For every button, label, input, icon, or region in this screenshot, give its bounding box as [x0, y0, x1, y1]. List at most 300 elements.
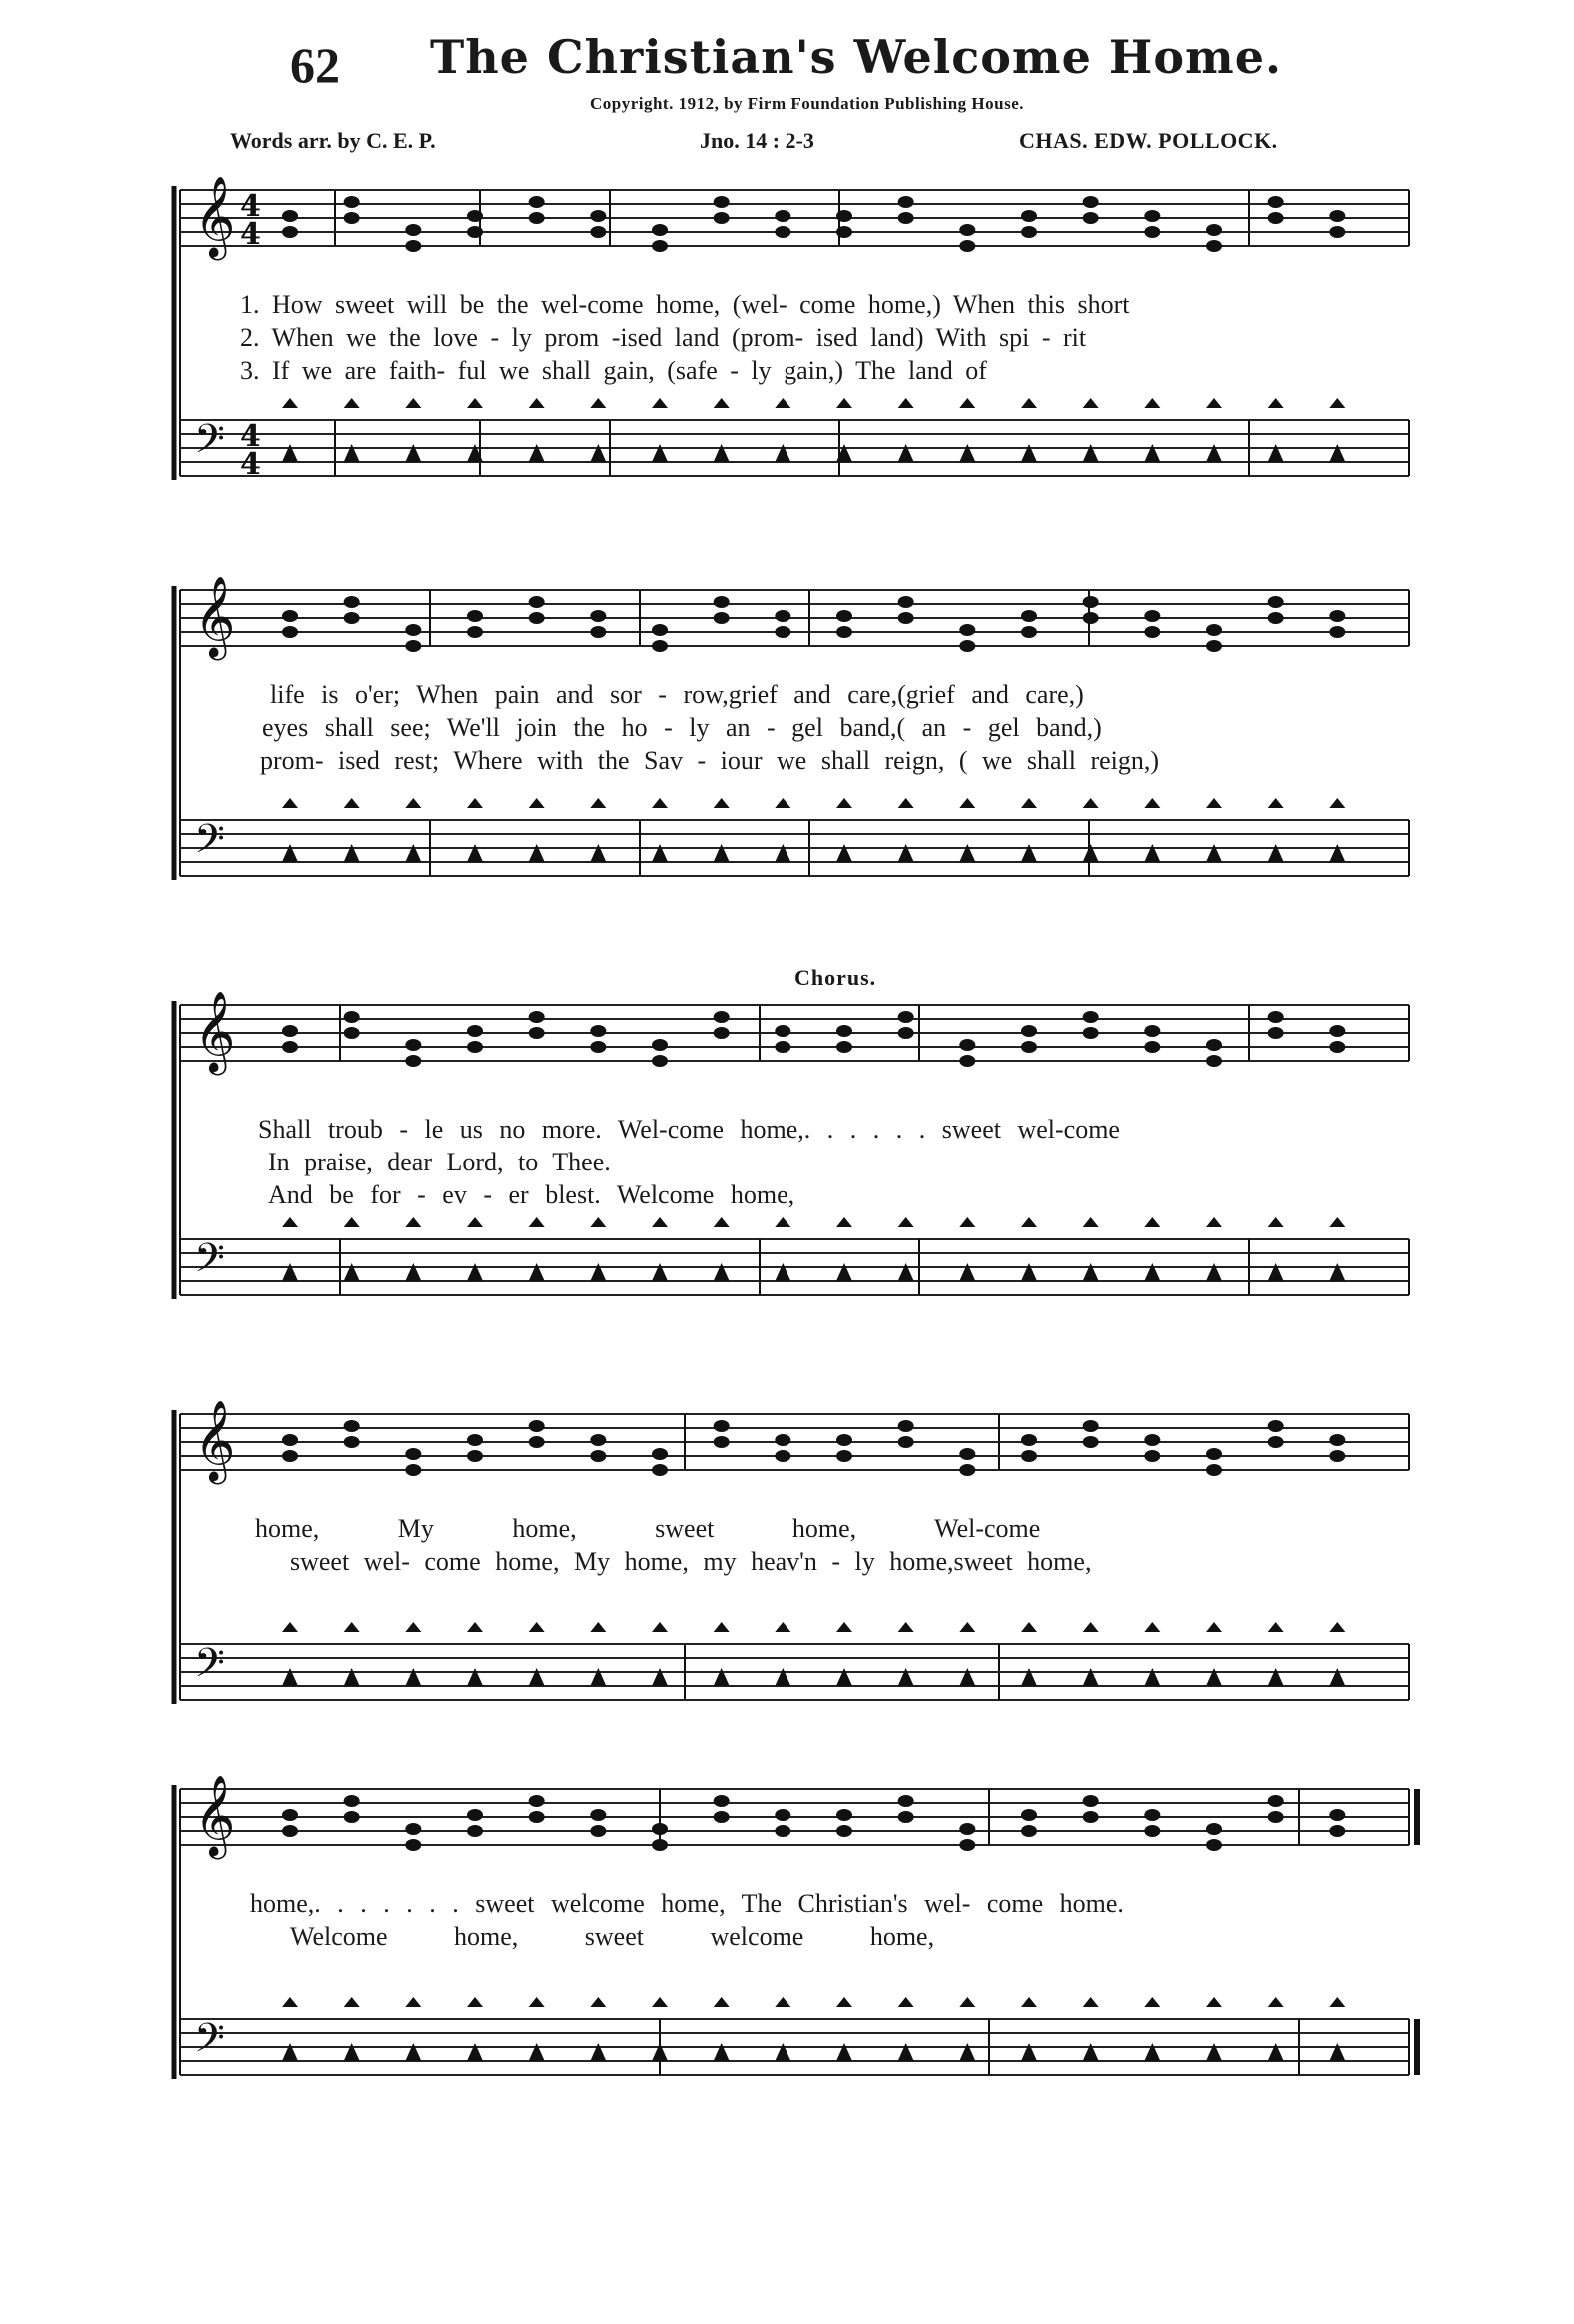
note-head: [405, 1039, 421, 1051]
note-head: [898, 1420, 914, 1432]
note-head: [652, 1055, 668, 1067]
shape-note-head: [1329, 1217, 1345, 1227]
shape-note-head: [898, 844, 914, 862]
shape-note-head: [1206, 1997, 1222, 2007]
shape-note-head: [898, 798, 914, 808]
note-head: [344, 1811, 360, 1823]
shape-note-head: [282, 1622, 298, 1632]
note-head: [836, 1825, 852, 1837]
note-head: [590, 1434, 606, 1446]
shape-note-head: [1329, 1668, 1345, 1686]
note-head: [1083, 1795, 1099, 1807]
shape-note-head: [898, 2043, 914, 2061]
note-head: [652, 1839, 668, 1851]
note-head: [282, 1434, 298, 1446]
note-head: [1021, 1434, 1037, 1446]
note-head: [714, 1811, 730, 1823]
note-head: [529, 1011, 545, 1023]
shape-note-head: [775, 1263, 790, 1281]
note-head: [1083, 1011, 1099, 1023]
note-head: [1021, 1809, 1037, 1821]
chorus-label: Chorus.: [794, 965, 877, 990]
lyric-line: 1. How sweet will be the wel-come home, (wel- come home,) When this short: [240, 290, 1130, 319]
shape-note-head: [344, 798, 360, 808]
note-head: [529, 1811, 545, 1823]
shape-note-head: [590, 1217, 606, 1227]
note-head: [1021, 1041, 1037, 1053]
lyric-line: In praise, dear Lord, to Thee.: [268, 1148, 611, 1176]
shape-note-head: [775, 798, 790, 808]
shape-note-head: [405, 798, 421, 808]
shape-note-head: [959, 1668, 975, 1686]
lyric-line: life is o'er; When pain and sor - row,grief and care,(grief and care,): [270, 680, 1084, 709]
shape-note-head: [529, 1263, 545, 1281]
note-head: [1329, 626, 1345, 638]
shape-note-head: [344, 1997, 360, 2007]
shape-note-head: [529, 1217, 545, 1227]
shape-note-head: [1329, 1263, 1345, 1281]
note-head: [898, 1811, 914, 1823]
shape-note-head: [467, 798, 483, 808]
shape-note-head: [1021, 1263, 1037, 1281]
note-head: [1206, 1823, 1222, 1835]
note-head: [775, 226, 790, 238]
treble-clef-icon: 𝄞: [194, 1774, 236, 1856]
note-head: [1021, 610, 1037, 622]
shape-note-head: [344, 2043, 360, 2061]
note-head: [1083, 596, 1099, 608]
note-head: [529, 1027, 545, 1039]
shape-note-head: [1021, 1997, 1037, 2007]
note-head: [775, 210, 790, 222]
note-head: [1329, 1434, 1345, 1446]
shape-note-head: [836, 1622, 852, 1632]
note-head: [1144, 610, 1160, 622]
shape-note-head: [590, 398, 606, 408]
lyric-line: prom- ised rest; Where with the Sav - iour we shall reign, ( we shall reign,): [260, 746, 1160, 775]
note-head: [282, 1025, 298, 1037]
note-head: [467, 1450, 483, 1462]
time-signature: 4: [240, 217, 261, 252]
shape-note-head: [1206, 2043, 1222, 2061]
note-head: [282, 1809, 298, 1821]
shape-note-head: [467, 1622, 483, 1632]
note-head: [836, 1025, 852, 1037]
note-head: [467, 610, 483, 622]
lyric-line: eyes shall see; We'll join the ho - ly an - gel band,( an - gel band,): [262, 713, 1102, 742]
shape-note-head: [1021, 1622, 1037, 1632]
note-head: [529, 196, 545, 208]
shape-note-head: [1144, 2043, 1160, 2061]
composer-credit: CHAS. EDW. POLLOCK.: [1019, 128, 1278, 153]
note-head: [529, 212, 545, 224]
music-system-5: [0, 1769, 1574, 2109]
shape-note-head: [1083, 1997, 1099, 2007]
shape-note-head: [714, 444, 730, 462]
note-head: [898, 1795, 914, 1807]
shape-note-head: [898, 1217, 914, 1227]
shape-note-head: [1144, 798, 1160, 808]
shape-note-head: [590, 1997, 606, 2007]
note-head: [405, 1448, 421, 1460]
note-head: [836, 1809, 852, 1821]
shape-note-head: [1329, 2043, 1345, 2061]
shape-note-head: [467, 398, 483, 408]
shape-note-head: [282, 398, 298, 408]
bass-clef-icon: 𝄢: [194, 816, 225, 872]
note-head: [898, 596, 914, 608]
note-head: [714, 612, 730, 624]
note-head: [1144, 1025, 1160, 1037]
note-head: [959, 640, 975, 652]
note-head: [344, 1011, 360, 1023]
shape-note-head: [1083, 1217, 1099, 1227]
note-head: [529, 612, 545, 624]
note-head: [775, 1025, 790, 1037]
lyric-line: Shall troub - le us no more. Wel-come home,. . . . . . sweet wel-come: [258, 1115, 1120, 1144]
shape-note-head: [529, 1997, 545, 2007]
note-head: [467, 1025, 483, 1037]
shape-note-head: [1021, 444, 1037, 462]
shape-note-head: [1329, 844, 1345, 862]
shape-note-head: [405, 2043, 421, 2061]
shape-note-head: [1268, 398, 1284, 408]
note-head: [1206, 640, 1222, 652]
shape-note-head: [652, 1217, 668, 1227]
note-head: [959, 1055, 975, 1067]
shape-note-head: [282, 798, 298, 808]
shape-note-head: [467, 1217, 483, 1227]
note-head: [1329, 210, 1345, 222]
shape-note-head: [652, 1622, 668, 1632]
note-head: [405, 224, 421, 236]
shape-note-head: [282, 1263, 298, 1281]
shape-note-head: [282, 1668, 298, 1686]
note-head: [1144, 226, 1160, 238]
note-head: [959, 1464, 975, 1476]
shape-note-head: [344, 844, 360, 862]
shape-note-head: [775, 398, 790, 408]
shape-note-head: [1206, 1263, 1222, 1281]
note-head: [590, 1041, 606, 1053]
shape-note-head: [714, 1217, 730, 1227]
shape-note-head: [714, 1668, 730, 1686]
shape-note-head: [1268, 1997, 1284, 2007]
note-head: [590, 1809, 606, 1821]
note-head: [590, 1825, 606, 1837]
shape-note-head: [405, 844, 421, 862]
shape-note-head: [1083, 844, 1099, 862]
shape-note-head: [1021, 398, 1037, 408]
shape-note-head: [714, 1997, 730, 2007]
note-head: [714, 1795, 730, 1807]
treble-clef-icon: 𝄞: [194, 1399, 236, 1481]
shape-note-head: [1329, 398, 1345, 408]
note-head: [1268, 196, 1284, 208]
note-head: [1268, 612, 1284, 624]
note-head: [898, 196, 914, 208]
note-head: [405, 1055, 421, 1067]
shape-note-head: [1206, 398, 1222, 408]
shape-note-head: [836, 2043, 852, 2061]
shape-note-head: [1021, 798, 1037, 808]
note-head: [405, 240, 421, 252]
note-head: [898, 612, 914, 624]
shape-note-head: [282, 444, 298, 462]
music-system-2: [0, 570, 1574, 910]
note-head: [836, 210, 852, 222]
music-system-3: [0, 965, 1574, 1324]
note-head: [714, 1011, 730, 1023]
shape-note-head: [529, 1668, 545, 1686]
treble-clef-icon: 𝄞: [194, 990, 236, 1072]
note-head: [836, 626, 852, 638]
shape-note-head: [1268, 444, 1284, 462]
shape-note-head: [529, 444, 545, 462]
note-head: [344, 212, 360, 224]
note-head: [1268, 1011, 1284, 1023]
lyric-line: 3. If we are faith- ful we shall gain, (safe - ly gain,) The land of: [240, 356, 987, 385]
note-head: [1206, 1839, 1222, 1851]
note-head: [282, 626, 298, 638]
shape-note-head: [590, 1263, 606, 1281]
shape-note-head: [836, 1997, 852, 2007]
shape-note-head: [1329, 798, 1345, 808]
shape-note-head: [467, 844, 483, 862]
note-head: [959, 1448, 975, 1460]
shape-note-head: [1083, 1263, 1099, 1281]
note-head: [344, 596, 360, 608]
shape-note-head: [344, 1668, 360, 1686]
shape-note-head: [1268, 1622, 1284, 1632]
note-head: [714, 596, 730, 608]
note-head: [775, 1434, 790, 1446]
shape-note-head: [1021, 2043, 1037, 2061]
shape-note-head: [652, 398, 668, 408]
shape-note-head: [898, 1668, 914, 1686]
note-head: [836, 226, 852, 238]
shape-note-head: [344, 1217, 360, 1227]
note-head: [1329, 1809, 1345, 1821]
shape-note-head: [959, 1263, 975, 1281]
shape-note-head: [652, 1668, 668, 1686]
shape-note-head: [714, 2043, 730, 2061]
shape-note-head: [1083, 2043, 1099, 2061]
shape-note-head: [344, 398, 360, 408]
note-head: [405, 1839, 421, 1851]
shape-note-head: [775, 1668, 790, 1686]
note-head: [714, 1027, 730, 1039]
note-head: [775, 1809, 790, 1821]
shape-note-head: [898, 444, 914, 462]
copyright-notice: Copyright. 1912, by Firm Foundation Publishing House.: [589, 94, 1025, 113]
shape-note-head: [836, 398, 852, 408]
shape-note-head: [1206, 844, 1222, 862]
music-system-4: [0, 1394, 1574, 1734]
shape-note-head: [405, 398, 421, 408]
note-head: [714, 212, 730, 224]
note-head: [959, 1823, 975, 1835]
shape-note-head: [1083, 398, 1099, 408]
note-head: [1083, 1811, 1099, 1823]
note-head: [959, 240, 975, 252]
shape-note-head: [405, 1997, 421, 2007]
shape-note-head: [1268, 844, 1284, 862]
note-head: [775, 626, 790, 638]
shape-note-head: [529, 1622, 545, 1632]
note-head: [775, 1825, 790, 1837]
note-head: [1268, 1795, 1284, 1807]
shape-note-head: [467, 1263, 483, 1281]
note-head: [775, 1041, 790, 1053]
note-head: [282, 1450, 298, 1462]
shape-note-head: [344, 1263, 360, 1281]
shape-note-head: [467, 1668, 483, 1686]
shape-note-head: [1083, 1622, 1099, 1632]
note-head: [1083, 1027, 1099, 1039]
shape-note-head: [405, 1263, 421, 1281]
shape-note-head: [652, 1997, 668, 2007]
shape-note-head: [282, 844, 298, 862]
note-head: [898, 212, 914, 224]
note-head: [282, 210, 298, 222]
lyric-line: home, My home, sweet home, Wel-come: [255, 1514, 1041, 1543]
shape-note-head: [590, 798, 606, 808]
note-head: [652, 1823, 668, 1835]
note-head: [1206, 1448, 1222, 1460]
note-head: [467, 626, 483, 638]
note-head: [344, 1795, 360, 1807]
shape-note-head: [529, 798, 545, 808]
note-head: [1083, 212, 1099, 224]
note-head: [959, 1839, 975, 1851]
time-signature: 4: [240, 447, 261, 482]
shape-note-head: [1021, 844, 1037, 862]
note-head: [1329, 226, 1345, 238]
shape-note-head: [652, 798, 668, 808]
shape-note-head: [405, 1622, 421, 1632]
shape-note-head: [1206, 1217, 1222, 1227]
hymn-title: The Christian's Welcome Home.: [430, 30, 1282, 84]
shape-note-head: [959, 444, 975, 462]
note-head: [1021, 1025, 1037, 1037]
note-head: [467, 210, 483, 222]
shape-note-head: [959, 398, 975, 408]
note-head: [1144, 1809, 1160, 1821]
shape-note-head: [1021, 1217, 1037, 1227]
note-head: [1206, 1055, 1222, 1067]
note-head: [1144, 1450, 1160, 1462]
shape-note-head: [714, 844, 730, 862]
shape-note-head: [344, 444, 360, 462]
shape-note-head: [652, 844, 668, 862]
bass-clef-icon: 𝄢: [194, 2015, 225, 2071]
shape-note-head: [282, 2043, 298, 2061]
shape-note-head: [1144, 398, 1160, 408]
note-head: [1083, 1436, 1099, 1448]
note-head: [898, 1011, 914, 1023]
shape-note-head: [405, 1668, 421, 1686]
shape-note-head: [898, 398, 914, 408]
shape-note-head: [775, 2043, 790, 2061]
shape-note-head: [1144, 1668, 1160, 1686]
note-head: [714, 196, 730, 208]
treble-clef-icon: 𝄞: [194, 575, 236, 657]
note-head: [1021, 226, 1037, 238]
shape-note-head: [590, 1622, 606, 1632]
note-head: [344, 612, 360, 624]
note-head: [1083, 612, 1099, 624]
note-head: [1206, 624, 1222, 636]
note-head: [775, 610, 790, 622]
note-head: [405, 1464, 421, 1476]
note-head: [959, 624, 975, 636]
shape-note-head: [1144, 1997, 1160, 2007]
note-head: [714, 1420, 730, 1432]
shape-note-head: [1144, 1622, 1160, 1632]
note-head: [1144, 210, 1160, 222]
lyric-line: Welcome home, sweet welcome home,: [290, 1922, 935, 1951]
shape-note-head: [836, 844, 852, 862]
shape-note-head: [529, 2043, 545, 2061]
scripture-reference: Jno. 14 : 2-3: [700, 128, 814, 153]
shape-note-head: [959, 798, 975, 808]
note-head: [344, 196, 360, 208]
page-number: 62: [290, 37, 340, 93]
shape-note-head: [959, 1622, 975, 1632]
shape-note-head: [714, 1622, 730, 1632]
note-head: [1144, 626, 1160, 638]
note-head: [1268, 1420, 1284, 1432]
note-head: [405, 1823, 421, 1835]
note-head: [529, 1436, 545, 1448]
lyric-line: home,. . . . . . . sweet welcome home, The Christian's wel- come home.: [250, 1889, 1124, 1918]
bass-clef-icon: 𝄢: [194, 1640, 225, 1696]
shape-note-head: [282, 1217, 298, 1227]
note-head: [529, 1795, 545, 1807]
note-head: [344, 1420, 360, 1432]
time-signature: 4: [240, 419, 261, 454]
note-head: [836, 1450, 852, 1462]
note-head: [590, 1025, 606, 1037]
shape-note-head: [1206, 1668, 1222, 1686]
note-head: [775, 1450, 790, 1462]
note-head: [652, 1464, 668, 1476]
time-signature: 4: [240, 189, 261, 224]
shape-note-head: [1083, 1668, 1099, 1686]
note-head: [836, 1041, 852, 1053]
note-head: [590, 626, 606, 638]
note-head: [590, 226, 606, 238]
shape-note-head: [1329, 444, 1345, 462]
shape-note-head: [714, 798, 730, 808]
note-head: [714, 1436, 730, 1448]
note-head: [1329, 1825, 1345, 1837]
shape-note-head: [959, 1217, 975, 1227]
note-head: [1206, 240, 1222, 252]
shape-note-head: [836, 1668, 852, 1686]
note-head: [652, 240, 668, 252]
shape-note-head: [652, 2043, 668, 2061]
note-head: [467, 226, 483, 238]
shape-note-head: [775, 1622, 790, 1632]
shape-note-head: [1206, 444, 1222, 462]
shape-note-head: [590, 1668, 606, 1686]
treble-clef-icon: 𝄞: [194, 175, 236, 257]
note-head: [1083, 196, 1099, 208]
note-head: [282, 610, 298, 622]
note-head: [652, 1448, 668, 1460]
